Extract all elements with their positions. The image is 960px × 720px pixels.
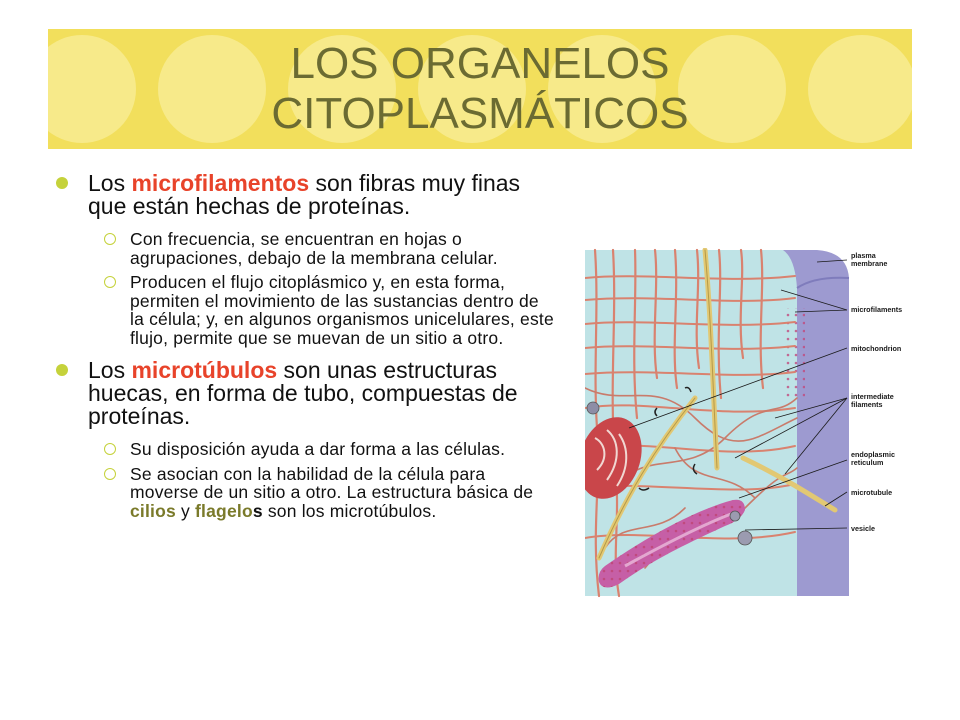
cytoskeleton-illustration xyxy=(585,248,935,598)
bullet-ring-icon xyxy=(104,443,116,455)
bullet-dot-icon xyxy=(56,177,68,189)
sub-bullet-text: Producen el flujo citoplásmico y, en esta forma, permiten el movimiento de las sustancias dentro de la célula; y, en algunos organismos unicelulares, este flujo, permite que se muevan de un sitio a otro. xyxy=(130,272,554,348)
sub-bullet xyxy=(56,440,556,459)
bullet-ring-icon xyxy=(104,276,116,288)
term-microtubulos: microtúbulos xyxy=(131,357,278,383)
sub-bullet-text: Con frecuencia, se encuentran en hojas o agrupaciones, debajo de la membrana celular. xyxy=(130,229,498,268)
bullet-microfilamentos xyxy=(56,172,556,218)
label-vesicle: vesicle xyxy=(851,524,875,533)
slide-title xyxy=(48,29,912,149)
label-intermediate: intermediate xyxy=(851,392,894,401)
title-band xyxy=(48,29,912,149)
bullet-microtubulos xyxy=(56,359,556,428)
term-flagelo: flagelo xyxy=(195,500,253,521)
bullet-text: son fibras muy finas que están hechas de proteínas. xyxy=(88,170,521,219)
cytoskeleton-diagram xyxy=(585,248,935,598)
sub-bullet-text: Su disposición ayuda a dar forma a las células. xyxy=(130,439,506,459)
figure-labels xyxy=(851,251,902,533)
bullet-text: son unas estructuras huecas, en forma de tubo, compuestas de proteínas. xyxy=(88,357,518,429)
bullet-text: Los xyxy=(88,357,132,383)
slide-title-line-2: CITOPLASMÁTICOS xyxy=(271,89,689,138)
sub-bullet xyxy=(56,230,556,267)
vesicle xyxy=(730,511,740,521)
sub-bullet-text: Se asocian con la habilidad de la célula para moverse de un sitio a otro. La estructura básica de xyxy=(130,463,534,502)
slide-body xyxy=(56,172,556,526)
bullet-text: Los xyxy=(88,170,132,196)
sub-bullet-text: son los microtúbulos. xyxy=(262,500,437,521)
label-microtubule: microtubule xyxy=(851,488,893,497)
bullet-ring-icon xyxy=(104,468,116,480)
label-reticulum: reticulum xyxy=(851,458,884,467)
label-membrane: membrane xyxy=(851,259,888,268)
label-microfilaments: microfilaments xyxy=(851,305,903,314)
sub-bullet xyxy=(56,465,556,521)
label-filaments: filaments xyxy=(851,400,883,409)
vesicle xyxy=(738,531,752,545)
term-flagelo-suffix: s xyxy=(252,500,263,521)
term-cilios: cilios xyxy=(130,500,176,521)
sub-bullet-text: y xyxy=(175,500,196,521)
label-mitochondrion: mitochondrion xyxy=(851,344,902,353)
sub-bullet xyxy=(56,273,556,347)
vesicle xyxy=(587,402,599,414)
term-microfilamentos: microfilamentos xyxy=(131,170,310,196)
bullet-dot-icon xyxy=(56,364,68,376)
label-endoplasmic: endoplasmic xyxy=(851,450,895,459)
bullet-ring-icon xyxy=(104,233,116,245)
slide-title-line-1: LOS ORGANELOS xyxy=(290,39,670,88)
label-plasma: plasma xyxy=(851,251,876,260)
